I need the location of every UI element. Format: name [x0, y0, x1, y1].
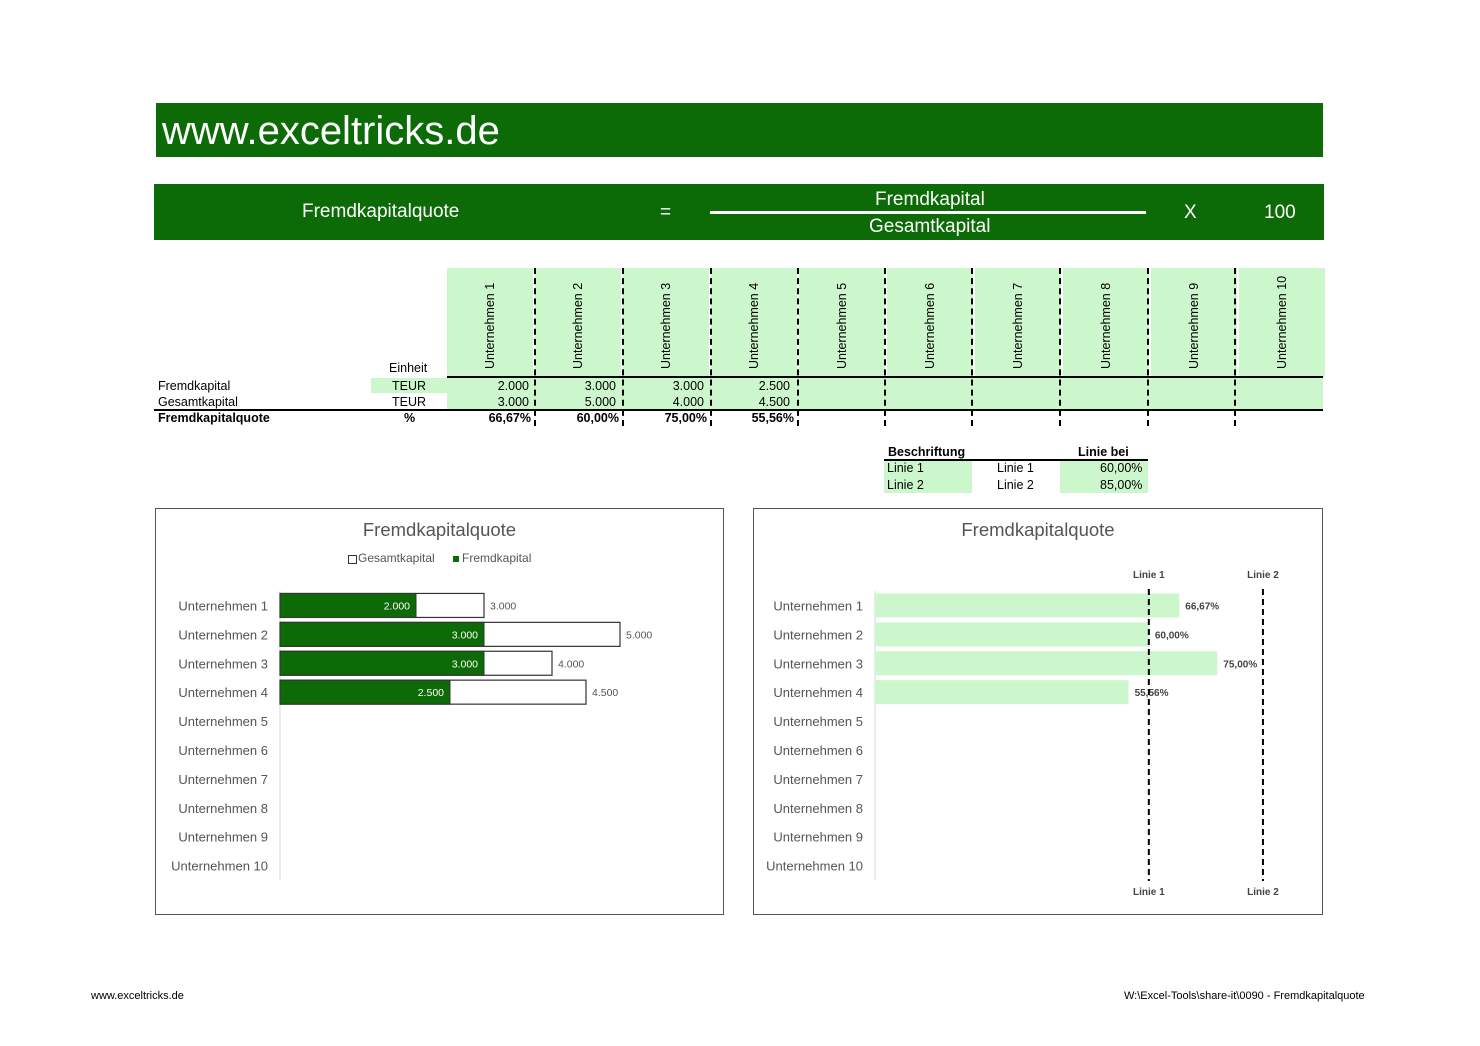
cell-value: 2.000 [497, 379, 529, 393]
category-label: Unternehmen 10 [171, 858, 268, 874]
bar-quote [875, 680, 1129, 704]
company-header-8: Unternehmen 8 [1063, 268, 1149, 377]
formula-denominator: Gesamtkapital [869, 216, 991, 237]
lines-header-value: Linie bei [1078, 445, 1129, 459]
row-label-fremdkapital: Fremdkapital [158, 379, 231, 393]
category-label: Unternehmen 7 [773, 771, 863, 787]
company-header-1: Unternehmen 1 [447, 268, 533, 377]
category-label: Unternehmen 9 [773, 829, 863, 845]
site-title: www.exceltricks.de [162, 109, 500, 153]
category-label: Unternehmen 6 [773, 742, 863, 758]
company-header-4: Unternehmen 4 [711, 268, 797, 377]
category-label: Unternehmen 4 [773, 685, 863, 701]
cell-value: 2.500 [758, 379, 790, 393]
company-header-10: Unternehmen 10 [1239, 268, 1325, 377]
reference-label-top: Linie 2 [1247, 570, 1279, 581]
formula-name: Fremdkapitalquote [302, 201, 460, 222]
capital-chart [155, 508, 724, 915]
data-label-quote: 66,67% [1185, 601, 1220, 613]
data-table [0, 0, 1480, 440]
cell-value: 60,00% [576, 411, 619, 425]
category-label: Unternehmen 6 [178, 742, 268, 758]
formula-times: X [1184, 202, 1197, 223]
category-label: Unternehmen 8 [773, 800, 863, 816]
category-label: Unternehmen 4 [178, 685, 268, 701]
category-label: Unternehmen 3 [178, 656, 268, 672]
column-divider [797, 268, 799, 426]
formula-factor: 100 [1264, 202, 1296, 223]
data-label-fremdkapital: 2.000 [383, 600, 410, 613]
reference-label-bottom: Linie 2 [1247, 887, 1279, 898]
reference-label-top: Linie 1 [1132, 570, 1165, 581]
formula-equals: = [660, 202, 672, 223]
category-label: Unternehmen 5 [178, 714, 268, 730]
cell-value: 55,56% [751, 411, 794, 425]
cell-value: 66,67% [488, 411, 531, 425]
chart-plot [754, 509, 1322, 914]
company-header-7: Unternehmen 7 [975, 268, 1061, 377]
column-divider [884, 268, 886, 426]
category-label: Unternehmen 8 [178, 800, 268, 816]
reference-label-bottom: Linie 1 [1132, 887, 1165, 898]
data-label-fremdkapital: 2.500 [417, 687, 444, 700]
header-rule [447, 376, 1323, 378]
data-label-fremdkapital: 3.000 [451, 629, 478, 642]
footer-left: www.exceltricks.de [91, 990, 184, 1002]
line1-value: 60,00% [1100, 461, 1143, 475]
line2-value: 85,00% [1100, 478, 1143, 492]
category-label: Unternehmen 3 [773, 656, 863, 672]
legend-label-fremdkapital: Fremdkapital [462, 551, 532, 565]
row-unit-gesamtkapital: TEUR [392, 395, 427, 409]
column-divider [710, 268, 712, 426]
cell-value: 75,00% [664, 411, 707, 425]
category-label: Unternehmen 9 [178, 829, 268, 845]
row-label-gesamtkapital: Gesamtkapital [158, 395, 238, 409]
bar-quote [875, 593, 1179, 617]
row-unit-fremdkapital: TEUR [392, 379, 427, 393]
lines-table [884, 444, 1148, 494]
line2-name: Linie 2 [997, 478, 1034, 492]
cell-value: 4.000 [672, 395, 704, 409]
column-divider [622, 268, 624, 426]
line1-label: Linie 1 [887, 461, 924, 475]
company-header-3: Unternehmen 3 [623, 268, 709, 377]
category-label: Unternehmen 7 [178, 771, 268, 787]
chart-title: Fremdkapitalquote [362, 519, 517, 540]
category-label: Unternehmen 5 [773, 714, 863, 730]
column-divider [971, 268, 973, 426]
column-divider [1059, 268, 1061, 426]
footer-right: W:\Excel-Tools\share-it\0090 - Fremdkapitalquote [1124, 990, 1365, 1002]
row-unit-quote: % [404, 411, 416, 425]
chart-plot [156, 509, 723, 914]
cell-value: 3.000 [672, 379, 704, 393]
cell-value: 3.000 [497, 395, 529, 409]
data-label-gesamtkapital: 4.000 [558, 658, 585, 671]
formula-numerator: Fremdkapital [875, 189, 985, 210]
company-header-6: Unternehmen 6 [887, 268, 973, 377]
line1-name: Linie 1 [997, 461, 1034, 475]
data-label-quote: 75,00% [1223, 659, 1258, 671]
data-label-fremdkapital: 3.000 [451, 658, 478, 671]
category-label: Unternehmen 1 [773, 598, 863, 614]
legend-label-gesamtkapital: Gesamtkapital [358, 551, 435, 565]
row-label-quote: Fremdkapitalquote [158, 411, 270, 425]
chart-title: Fremdkapitalquote [961, 519, 1115, 540]
category-label: Unternehmen 2 [178, 627, 268, 643]
category-label: Unternehmen 10 [766, 858, 863, 874]
ratio-chart [753, 508, 1323, 915]
company-header-9: Unternehmen 9 [1151, 268, 1237, 377]
unit-header: Einheit [389, 361, 428, 375]
line2-label: Linie 2 [887, 478, 924, 492]
bar-quote [875, 651, 1217, 675]
column-divider [1147, 268, 1149, 426]
column-divider [534, 268, 536, 426]
category-label: Unternehmen 1 [178, 598, 268, 614]
column-divider [1234, 268, 1236, 426]
category-label: Unternehmen 2 [773, 627, 863, 643]
company-header-2: Unternehmen 2 [535, 268, 621, 377]
cell-value: 4.500 [758, 395, 790, 409]
bar-quote [875, 622, 1149, 646]
company-header-5: Unternehmen 5 [799, 268, 885, 377]
data-label-quote: 55,56% [1134, 688, 1169, 700]
data-label-gesamtkapital: 4.500 [592, 687, 619, 700]
cell-value: 3.000 [584, 379, 616, 393]
data-label-gesamtkapital: 3.000 [490, 600, 517, 613]
cell-value: 5.000 [584, 395, 616, 409]
data-label-gesamtkapital: 5.000 [626, 629, 653, 642]
lines-header-label: Beschriftung [888, 445, 966, 459]
data-label-quote: 60,00% [1154, 630, 1189, 642]
